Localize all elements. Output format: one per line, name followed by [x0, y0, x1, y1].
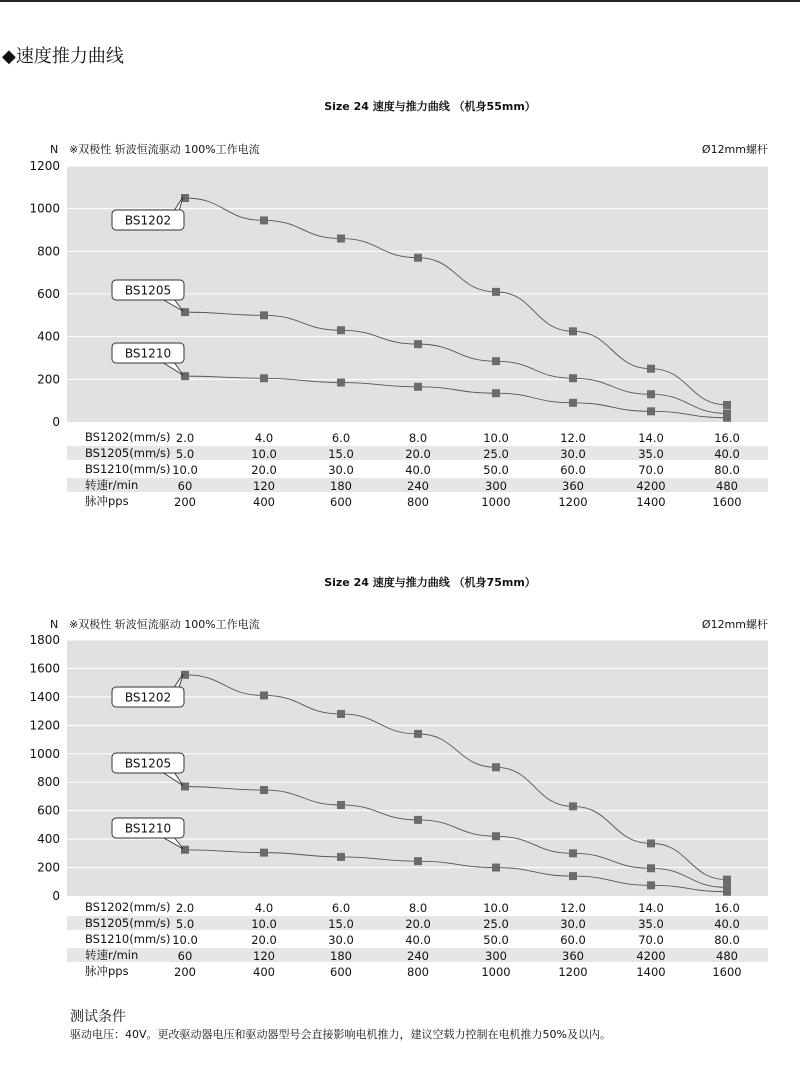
table-cell: 10.0 [172, 933, 198, 947]
data-point-bs1210 [492, 864, 500, 872]
data-point-bs1210 [414, 857, 422, 865]
table-cell: 1400 [636, 495, 666, 509]
table-cell: 1600 [712, 495, 742, 509]
table-cell: 1400 [636, 965, 666, 979]
table-cell: 16.0 [714, 901, 740, 915]
data-point-bs1210 [260, 849, 268, 857]
table-cell: 14.0 [638, 431, 664, 445]
y-tick-label: 0 [52, 415, 60, 429]
table-cell: 10.0 [483, 901, 509, 915]
table-cell: 5.0 [175, 447, 195, 461]
table-row-label: BS1202(mm/s) [85, 900, 171, 914]
table-cell: 120 [253, 479, 275, 493]
top-rule [0, 0, 800, 2]
y-tick-label: 1200 [29, 718, 60, 733]
data-point-bs1205 [492, 357, 500, 365]
data-point-bs1205 [337, 326, 345, 334]
table-cell: 6.0 [331, 901, 351, 915]
y-tick-label: 600 [37, 803, 60, 818]
table-row-label: BS1210(mm/s) [85, 932, 171, 946]
table-cell: 30.0 [328, 933, 354, 947]
table-row-label: BS1210(mm/s) [85, 462, 171, 476]
data-point-bs1210 [723, 414, 731, 422]
table-row-label: BS1205(mm/s) [85, 916, 171, 930]
data-point-bs1202 [414, 254, 422, 262]
data-point-bs1202 [569, 327, 577, 335]
data-point-bs1210 [337, 379, 345, 387]
table-cell: 5.0 [175, 917, 195, 931]
table-cell: 30.0 [560, 447, 586, 461]
table-cell: 360 [562, 949, 584, 963]
table-cell: 2.0 [175, 901, 195, 915]
table-cell: 4.0 [254, 901, 274, 915]
table-cell: 20.0 [405, 447, 431, 461]
y-tick-label: 200 [37, 860, 60, 875]
table-cell: 1600 [712, 965, 742, 979]
table-cell: 70.0 [638, 463, 664, 477]
table-cell: 25.0 [483, 447, 509, 461]
data-point-bs1205 [260, 311, 268, 319]
series-label-bs1202: BS1202 [124, 690, 172, 705]
table-cell: 800 [407, 965, 429, 979]
table-cell: 40.0 [714, 447, 740, 461]
data-point-bs1202 [337, 235, 345, 243]
table-cell: 1200 [558, 965, 588, 979]
data-point-bs1202 [647, 839, 655, 847]
table-cell: 20.0 [405, 917, 431, 931]
table-cell: 14.0 [638, 901, 664, 915]
table-cell: 400 [253, 495, 275, 509]
table-cell: 8.0 [408, 901, 428, 915]
data-point-bs1202 [569, 802, 577, 810]
table-cell: 480 [716, 479, 738, 493]
table-row-label: 转速r/min [85, 478, 139, 492]
screw-spec-label: Ø12mm螺杆 [701, 618, 768, 631]
table-cell: 8.0 [408, 431, 428, 445]
table-cell: 2.0 [175, 431, 195, 445]
conditions-text: 驱动电压：40V。更改驱动器电压和驱动器型号会直接影响电机推力，建议空载力控制在电机推力50%及以内。 [70, 1028, 611, 1041]
data-point-bs1205 [492, 832, 500, 840]
series-label-bs1205: BS1205 [124, 756, 172, 771]
screw-spec-label: Ø12mm螺杆 [701, 143, 768, 156]
y-tick-label: 1600 [29, 661, 60, 676]
data-point-bs1202 [260, 691, 268, 699]
table-cell: 6.0 [331, 431, 351, 445]
conditions-title: 测试条件 [70, 1009, 126, 1025]
table-cell: 80.0 [714, 463, 740, 477]
table-cell: 360 [562, 479, 584, 493]
page-section-title: ◆速度推力曲线 [2, 46, 124, 67]
data-point-bs1202 [414, 730, 422, 738]
table-cell: 200 [174, 495, 196, 509]
table-cell: 60.0 [560, 463, 586, 477]
table-cell: 30.0 [560, 917, 586, 931]
data-point-bs1210 [569, 399, 577, 407]
table-cell: 180 [330, 479, 352, 493]
y-axis-unit-label: N [50, 143, 59, 156]
chart-note: ※双极性 斩波恒流驱动 100%工作电流 [69, 143, 260, 156]
y-tick-label: 0 [52, 889, 60, 903]
series-label-bs1210: BS1210 [124, 346, 172, 361]
y-tick-label: 200 [37, 372, 60, 387]
data-point-bs1205 [569, 849, 577, 857]
data-point-bs1210 [723, 888, 731, 896]
data-point-bs1202 [337, 710, 345, 718]
table-cell: 10.0 [483, 431, 509, 445]
table-cell: 10.0 [251, 917, 277, 931]
table-cell: 200 [174, 965, 196, 979]
table-cell: 1000 [481, 965, 511, 979]
table-cell: 4.0 [254, 431, 274, 445]
y-axis-unit-label: N [50, 618, 59, 631]
data-point-bs1210 [181, 846, 189, 854]
table-cell: 60 [177, 479, 193, 493]
table-row-label: 脉冲pps [85, 964, 129, 978]
table-cell: 300 [485, 479, 507, 493]
table-row-label: 转速r/min [85, 948, 139, 962]
table-cell: 15.0 [328, 447, 354, 461]
table-cell: 35.0 [638, 917, 664, 931]
table-row-label: BS1205(mm/s) [85, 446, 171, 460]
series-label-bs1202: BS1202 [124, 213, 172, 228]
table-cell: 20.0 [251, 463, 277, 477]
table-cell: 600 [330, 495, 352, 509]
data-point-bs1202 [260, 216, 268, 224]
data-point-bs1205 [337, 801, 345, 809]
chart-title: Size 24 速度与推力曲线 （机身55mm） [324, 100, 536, 113]
table-cell: 400 [253, 965, 275, 979]
table-cell: 50.0 [483, 463, 509, 477]
table-cell: 70.0 [638, 933, 664, 947]
table-cell: 60.0 [560, 933, 586, 947]
table-cell: 600 [330, 965, 352, 979]
chart-75mm [0, 566, 800, 996]
y-tick-label: 400 [37, 329, 60, 344]
data-point-bs1205 [647, 864, 655, 872]
table-cell: 80.0 [714, 933, 740, 947]
table-cell: 4200 [636, 479, 666, 493]
chart-55mm [0, 90, 800, 520]
table-cell: 60 [177, 949, 193, 963]
data-point-bs1205 [414, 816, 422, 824]
table-cell: 300 [485, 949, 507, 963]
data-point-bs1202 [492, 763, 500, 771]
table-cell: 16.0 [714, 431, 740, 445]
table-cell: 12.0 [560, 901, 586, 915]
data-point-bs1210 [414, 383, 422, 391]
y-tick-label: 1000 [29, 201, 60, 216]
table-cell: 40.0 [714, 917, 740, 931]
chart-title: Size 24 速度与推力曲线 （机身75mm） [324, 576, 536, 589]
table-cell: 1200 [558, 495, 588, 509]
data-point-bs1205 [414, 340, 422, 348]
table-row-label: BS1202(mm/s) [85, 430, 171, 444]
y-tick-label: 1000 [29, 746, 60, 761]
series-label-bs1205: BS1205 [124, 283, 172, 298]
series-label-bs1210: BS1210 [124, 821, 172, 836]
y-tick-label: 1800 [29, 633, 60, 647]
data-point-bs1210 [260, 374, 268, 382]
y-tick-label: 800 [37, 244, 60, 259]
table-row-label: 脉冲pps [85, 494, 129, 508]
table-cell: 15.0 [328, 917, 354, 931]
data-point-bs1210 [569, 872, 577, 880]
data-point-bs1210 [337, 853, 345, 861]
y-tick-label: 1200 [29, 159, 60, 173]
table-cell: 25.0 [483, 917, 509, 931]
data-point-bs1210 [647, 407, 655, 415]
table-cell: 40.0 [405, 933, 431, 947]
data-point-bs1205 [647, 390, 655, 398]
data-point-bs1202 [647, 365, 655, 373]
table-cell: 480 [716, 949, 738, 963]
table-cell: 35.0 [638, 447, 664, 461]
table-cell: 10.0 [172, 463, 198, 477]
chart-note: ※双极性 斩波恒流驱动 100%工作电流 [69, 618, 260, 631]
table-cell: 40.0 [405, 463, 431, 477]
table-cell: 1000 [481, 495, 511, 509]
data-point-bs1202 [723, 876, 731, 884]
table-cell: 800 [407, 495, 429, 509]
table-cell: 12.0 [560, 431, 586, 445]
table-cell: 20.0 [251, 933, 277, 947]
y-tick-label: 400 [37, 832, 60, 847]
data-point-bs1202 [492, 288, 500, 296]
data-point-bs1202 [723, 401, 731, 409]
table-cell: 50.0 [483, 933, 509, 947]
data-point-bs1210 [647, 881, 655, 889]
table-cell: 120 [253, 949, 275, 963]
data-point-bs1205 [569, 374, 577, 382]
data-point-bs1210 [492, 389, 500, 397]
data-point-bs1205 [260, 786, 268, 794]
table-cell: 10.0 [251, 447, 277, 461]
y-tick-label: 800 [37, 775, 60, 790]
table-cell: 4200 [636, 949, 666, 963]
table-cell: 240 [407, 949, 429, 963]
table-cell: 30.0 [328, 463, 354, 477]
y-tick-label: 1400 [29, 689, 60, 704]
table-cell: 180 [330, 949, 352, 963]
y-tick-label: 600 [37, 287, 60, 301]
table-cell: 240 [407, 479, 429, 493]
